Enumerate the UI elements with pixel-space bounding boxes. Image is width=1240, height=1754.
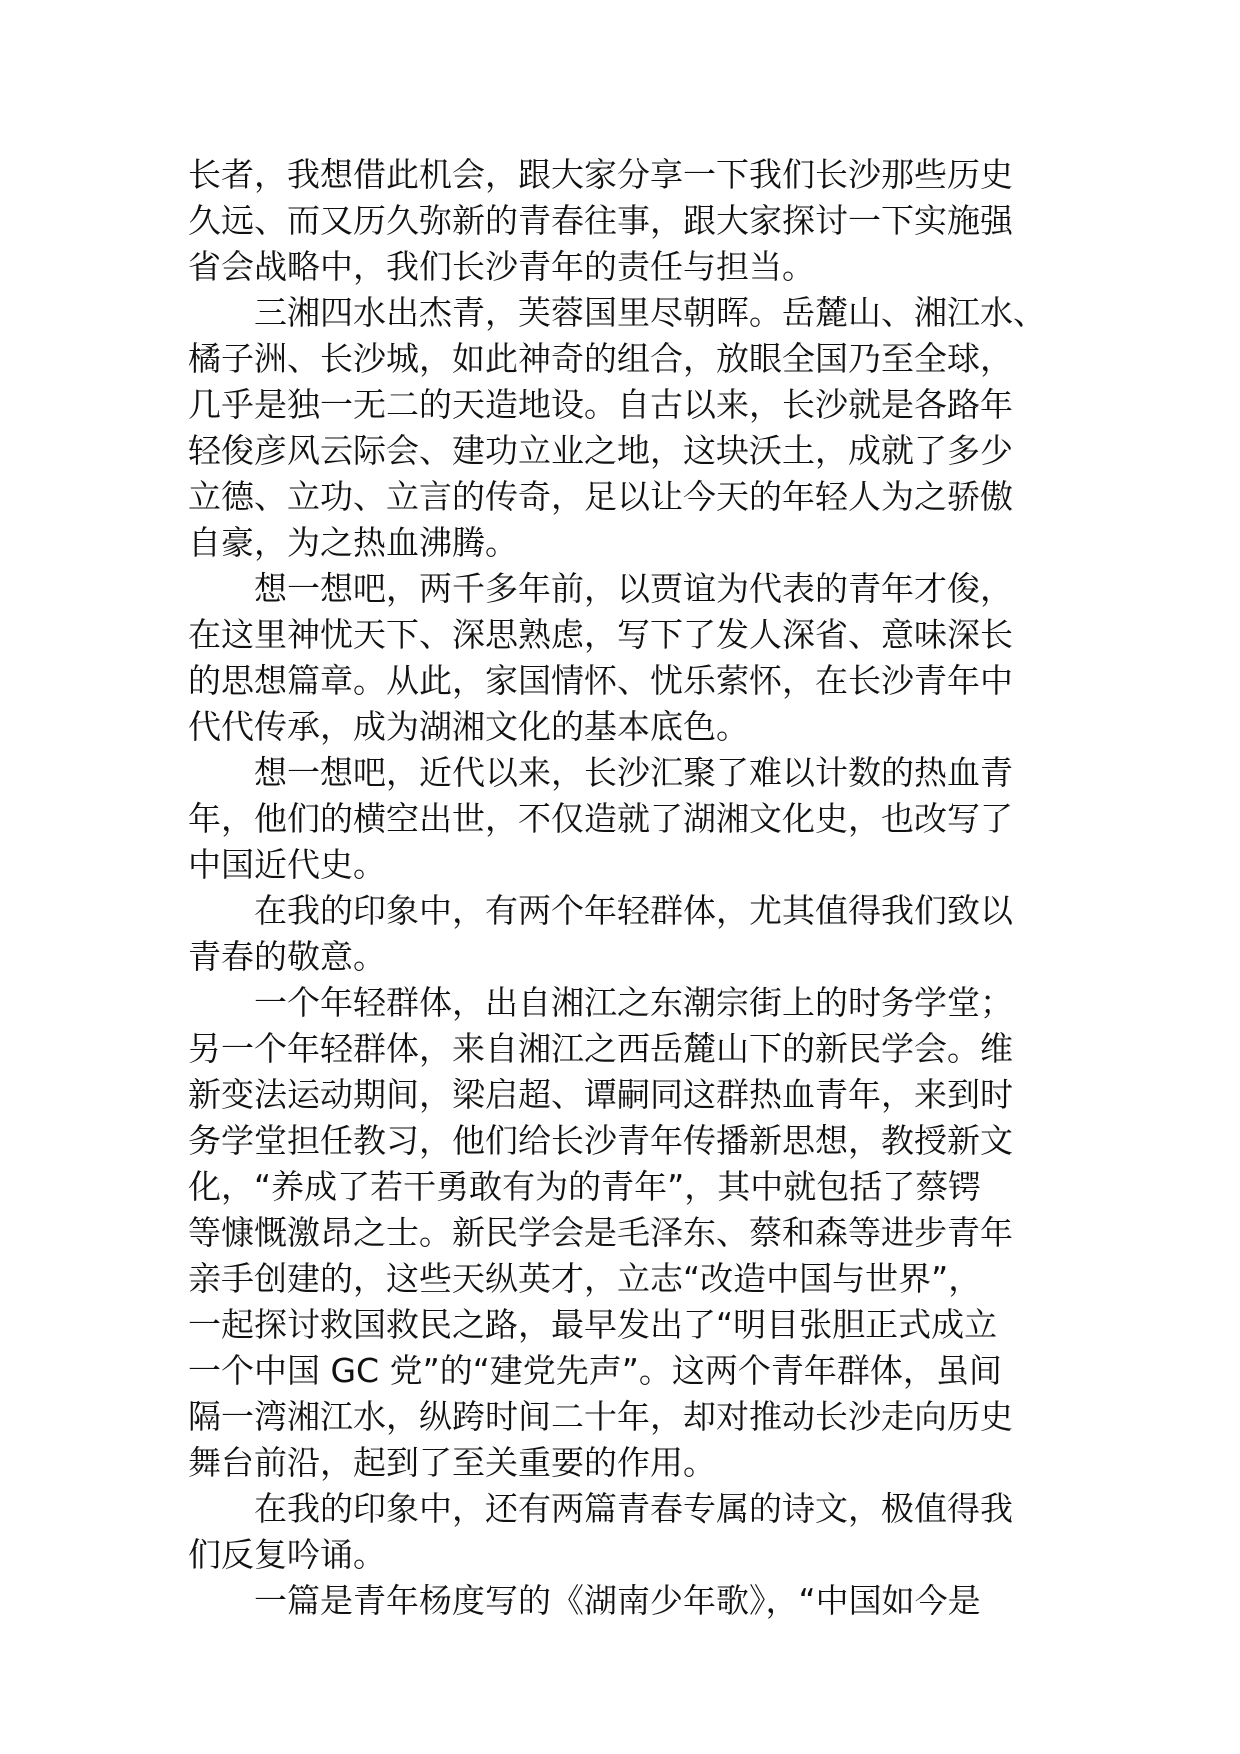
text-line: 等慷慨激昂之士。新民学会是毛泽东、蔡和森等进步青年 <box>188 1213 1013 1252</box>
text-line: 橘子洲、长沙城，如此神奇的组合，放眼全国乃至全球， <box>188 339 1013 378</box>
text-line: 的思想篇章。从此，家国情怀、忧乐萦怀，在长沙青年中 <box>188 661 1013 700</box>
text-line: 在这里神忧天下、深思熟虑，写下了发人深省、意味深长 <box>188 615 1013 654</box>
text-line: 自豪，为之热血沸腾。 <box>188 523 518 562</box>
text-line: 轻俊彦风云际会、建功立业之地，这块沃土，成就了多少 <box>188 431 1013 470</box>
text-line: 几乎是独一无二的天造地设。自古以来，长沙就是各路年 <box>188 385 1013 424</box>
text-line: 长者，我想借此机会，跟大家分享一下我们长沙那些历史 <box>188 155 1013 194</box>
text-line: 们反复吟诵。 <box>188 1535 386 1574</box>
text-line: 想一想吧，近代以来，长沙汇聚了难以计数的热血青 <box>188 753 1013 792</box>
paragraph-2 <box>188 290 1073 566</box>
text-line: 久远、而又历久弥新的青春往事，跟大家探讨一下实施强 <box>188 201 1013 240</box>
text-line: 一起探讨救国救民之路，最早发出了“明目张胆正式成立 <box>188 1305 998 1344</box>
text-line: 一个中国 GC 党”的“建党先声”。这两个青年群体，虽间 <box>188 1351 1002 1390</box>
text-line: 务学堂担任教习，他们给长沙青年传播新思想，教授新文 <box>188 1121 1013 1160</box>
text-line: 在我的印象中，有两个年轻群体，尤其值得我们致以 <box>188 891 1013 930</box>
paragraph-3 <box>188 566 1073 750</box>
paragraph-5 <box>188 888 1073 980</box>
text-line: 中国近代史。 <box>188 845 386 884</box>
text-line: 在我的印象中，还有两篇青春专属的诗文，极值得我 <box>188 1489 1013 1528</box>
paragraph-6 <box>188 980 1073 1486</box>
text-line: 另一个年轻群体，来自湘江之西岳麓山下的新民学会。维 <box>188 1029 1013 1068</box>
text-line: 一个年轻群体，出自湘江之东潮宗街上的时务学堂； <box>188 983 1013 1022</box>
text-line: 化，“养成了若干勇敢有为的青年”，其中就包括了蔡锷 <box>188 1167 982 1206</box>
text-line: 省会战略中，我们长沙青年的责任与担当。 <box>188 247 815 286</box>
paragraph-1 <box>188 152 1073 290</box>
text-line: 三湘四水出杰青，芙蓉国里尽朝晖。岳麓山、湘江水、 <box>188 293 1046 332</box>
paragraph-7 <box>188 1486 1073 1578</box>
text-line: 年，他们的横空出世，不仅造就了湖湘文化史，也改写了 <box>188 799 1013 838</box>
text-line: 一篇是青年杨度写的《湖南少年歌》，“中国如今是 <box>188 1581 981 1620</box>
paragraph-4 <box>188 750 1073 888</box>
text-line: 新变法运动期间，梁启超、谭嗣同这群热血青年，来到时 <box>188 1075 1013 1114</box>
text-line: 立德、立功、立言的传奇，足以让今天的年轻人为之骄傲 <box>188 477 1013 516</box>
text-line: 亲手创建的，这些天纵英才，立志“改造中国与世界”， <box>188 1259 982 1298</box>
text-line: 代代传承，成为湖湘文化的基本底色。 <box>188 707 749 746</box>
text-line: 舞台前沿，起到了至关重要的作用。 <box>188 1443 716 1482</box>
text-line: 隔一湾湘江水，纵跨时间二十年，却对推动长沙走向历史 <box>188 1397 1013 1436</box>
paragraph-8 <box>188 1578 1073 1624</box>
text-line: 青春的敬意。 <box>188 937 386 976</box>
text-line: 想一想吧，两千多年前，以贾谊为代表的青年才俊， <box>188 569 1013 608</box>
document-body-text <box>188 152 1073 1624</box>
